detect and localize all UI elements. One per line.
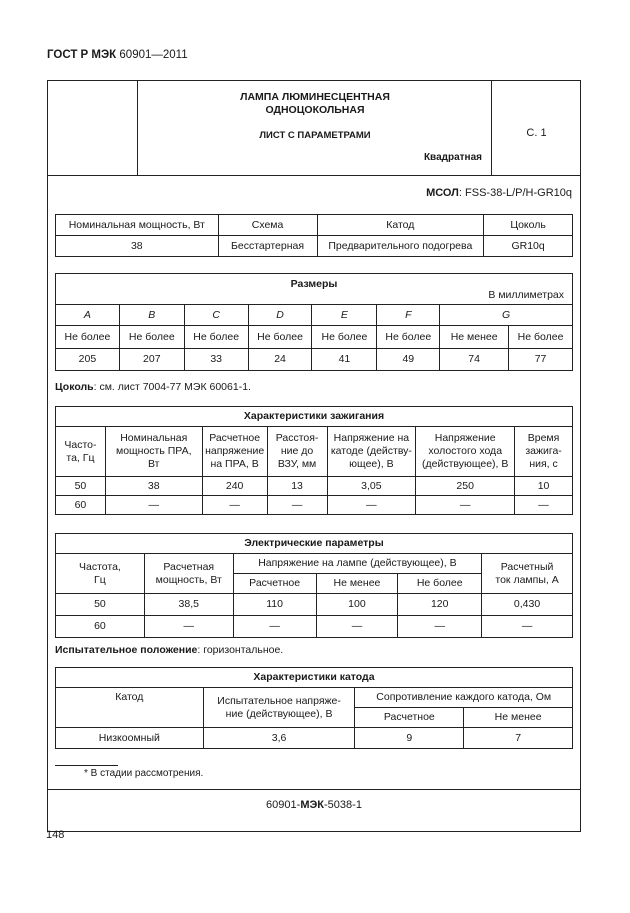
header-scheme: Схема <box>218 215 317 236</box>
ign-header: Номинальная мощность ПРА, Вт <box>105 427 202 477</box>
test-position-note: Испытательное положение: горизонтальное. <box>55 644 284 656</box>
el-cell: 38,5 <box>144 594 233 616</box>
dimensions-title: Размеры <box>290 278 338 290</box>
el-cell: 60 <box>56 616 145 638</box>
ign-cell: 10 <box>515 477 573 496</box>
dim-limit: Не более <box>312 326 377 349</box>
cat-header-resistance: Сопротивление каждого катода, Ом <box>355 688 573 708</box>
ign-header: Время зажига- ния, с <box>515 427 573 477</box>
dim-letter-f: F <box>377 305 440 326</box>
dim-limit: Не более <box>184 326 248 349</box>
ign-header: Напряжение холостого хода (действующее), В <box>416 427 515 477</box>
dim-limit: Не более <box>119 326 184 349</box>
header-base: Цоколь <box>484 215 573 236</box>
value-base: GR10q <box>484 236 573 257</box>
el-header-current: Расчетный ток лампы, А <box>482 554 573 594</box>
el-header-frequency: Частота, Гц <box>56 554 145 594</box>
header-bottom-rule <box>47 175 581 176</box>
header-cathode: Катод <box>317 215 484 236</box>
ignition-title: Характеристики зажигания <box>56 407 573 427</box>
el-sub-header: Не более <box>398 574 482 594</box>
dim-letter-d: D <box>248 305 312 326</box>
dim-value: 207 <box>119 349 184 371</box>
el-sub-header: Не менее <box>316 574 398 594</box>
electrical-title: Электрические параметры <box>56 534 573 554</box>
dim-letter-c: C <box>184 305 248 326</box>
el-sub-header: Расчетное <box>233 574 316 594</box>
header-blank-cell <box>47 80 138 176</box>
el-cell: — <box>398 616 482 638</box>
dim-limit: Не более <box>248 326 312 349</box>
ign-cell: 50 <box>56 477 106 496</box>
ign-header: Расстоя- ние до ВЗУ, мм <box>267 427 327 477</box>
footer-rule <box>47 789 581 790</box>
dim-limit: Не более <box>377 326 440 349</box>
ign-cell: — <box>267 496 327 515</box>
cathode-title: Характеристики катода <box>56 668 573 688</box>
ign-cell: 250 <box>416 477 515 496</box>
el-cell: 0,430 <box>482 594 573 616</box>
base-note: Цоколь: см. лист 7004-77 МЭК 60061-1. <box>55 381 251 393</box>
el-header-voltage: Напряжение на лампе (действующее), В <box>233 554 481 574</box>
ign-cell: — <box>327 496 416 515</box>
ign-header: Напряжение на катоде (действу- ющее), В <box>327 427 416 477</box>
electrical-table <box>55 533 573 638</box>
ign-cell: 13 <box>267 477 327 496</box>
sheet-page: С. 1 <box>526 127 547 139</box>
sheet-title: ЛАМПА ЛЮМИНЕСЦЕНТНАЯ ОДНОЦОКОЛЬНАЯ <box>240 91 390 116</box>
el-cell: — <box>316 616 398 638</box>
dim-value: 205 <box>56 349 120 371</box>
dim-limit: Не менее <box>440 326 509 349</box>
cat-sub-header: Расчетное <box>355 708 464 728</box>
cat-sub-header: Не менее <box>464 708 573 728</box>
footnote: * В стадии рассмотрения. <box>84 768 204 779</box>
dim-value: 33 <box>184 349 248 371</box>
ign-cell: 38 <box>105 477 202 496</box>
dimensions-table <box>55 273 573 371</box>
document-code: ГОСТ Р МЭК 60901—2011 <box>47 49 188 61</box>
ign-header: Часто- та, Гц <box>56 427 106 477</box>
main-table <box>55 214 573 257</box>
value-power: 38 <box>56 236 219 257</box>
ign-cell: — <box>202 496 267 515</box>
header-power: Номинальная мощность, Вт <box>56 215 219 236</box>
dim-letter-b: B <box>119 305 184 326</box>
el-header-power: Расчетная мощность, Вт <box>144 554 233 594</box>
cat-header-cathode: Катод <box>56 688 204 728</box>
dim-value: 74 <box>440 349 509 371</box>
dim-value: 24 <box>248 349 312 371</box>
ign-cell: — <box>515 496 573 515</box>
dim-letter-e: E <box>312 305 377 326</box>
el-cell: 50 <box>56 594 145 616</box>
cat-cell: 9 <box>355 728 464 749</box>
dim-value: 49 <box>377 349 440 371</box>
el-cell: — <box>233 616 316 638</box>
ign-cell: — <box>416 496 515 515</box>
el-cell: — <box>482 616 573 638</box>
value-cathode: Предварительного подогрева <box>317 236 484 257</box>
dimensions-units: В миллиметрах <box>488 289 564 301</box>
el-cell: 110 <box>233 594 316 616</box>
dim-limit: Не более <box>509 326 573 349</box>
mcol-designation: МСОЛ: FSS-38-L/P/H-GR10q <box>426 187 572 199</box>
ignition-table <box>55 406 573 515</box>
ign-header: Расчетное напряжение на ПРА, В <box>202 427 267 477</box>
cathode-table <box>55 667 573 749</box>
cat-cell: 3,6 <box>203 728 355 749</box>
cat-cell: 7 <box>464 728 573 749</box>
ign-cell: 3,05 <box>327 477 416 496</box>
cat-cell: Низкоомный <box>56 728 204 749</box>
dim-limit: Не более <box>56 326 120 349</box>
el-cell: 100 <box>316 594 398 616</box>
lamp-shape: Квадратная <box>423 152 482 163</box>
sheet-code: 60901-МЭК-5038-1 <box>266 799 362 811</box>
page-number: 148 <box>46 829 65 841</box>
el-cell: — <box>144 616 233 638</box>
dim-letter-a: A <box>56 305 120 326</box>
dimensions-title-cell <box>56 274 573 305</box>
dim-letter-g: G <box>440 305 573 326</box>
dim-value: 77 <box>509 349 573 371</box>
ign-cell: 240 <box>202 477 267 496</box>
ign-cell: 60 <box>56 496 106 515</box>
dim-value: 41 <box>312 349 377 371</box>
sheet-subtitle: ЛИСТ С ПАРАМЕТРАМИ <box>259 130 371 141</box>
ign-cell: — <box>105 496 202 515</box>
footnote-rule <box>55 765 118 766</box>
value-scheme: Бесстартерная <box>218 236 317 257</box>
el-cell: 120 <box>398 594 482 616</box>
cat-header-test-voltage: Испытательное напряже- ние (действующее), В <box>203 688 355 728</box>
